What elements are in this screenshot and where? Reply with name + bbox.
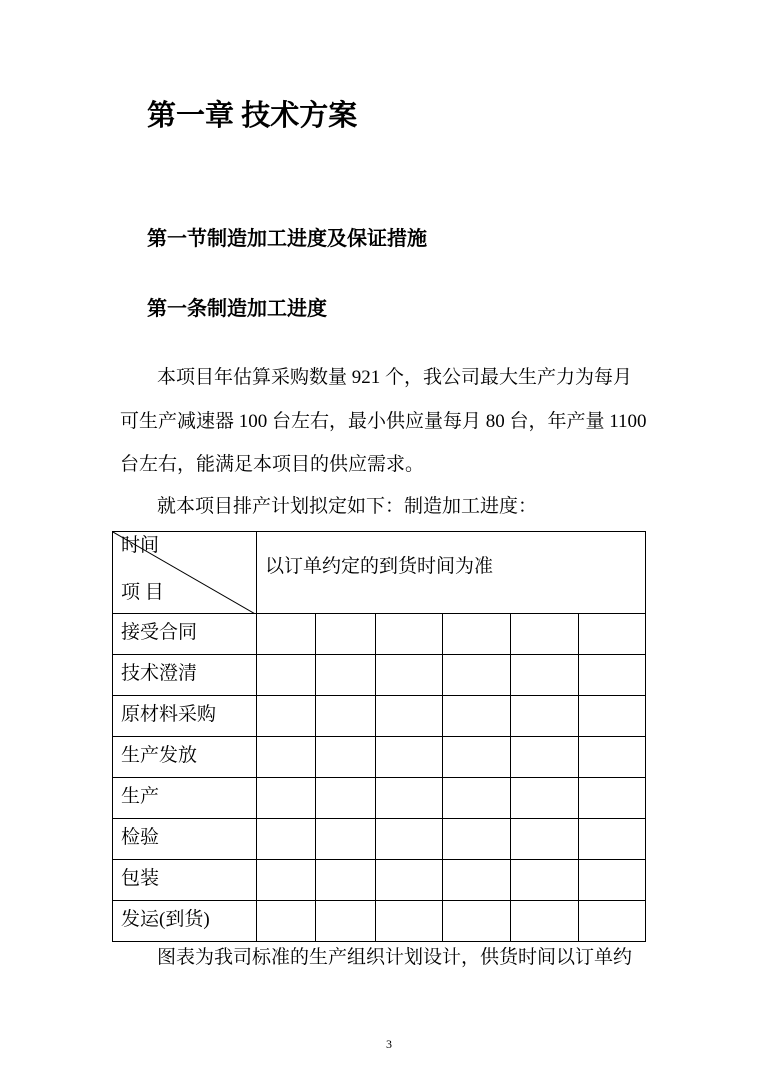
row-label: 生产 — [113, 778, 257, 819]
corner-bottom-label: 项 目 — [121, 582, 164, 603]
section-title: 第一节制造加工进度及保证措施 — [147, 228, 427, 250]
table-section — [112, 531, 652, 970]
page-number: 3 — [386, 1037, 392, 1051]
row-label: 发运(到货) — [113, 901, 257, 942]
row-label: 原材料采购 — [113, 696, 257, 737]
header-cell: 以订单约定的到货时间为准 — [257, 532, 646, 614]
table-row — [113, 860, 646, 901]
table-row — [113, 901, 646, 942]
chapter-title: 第一章 技术方案 — [147, 100, 358, 132]
paragraph-line: 本项目年估算采购数量 921 个，我公司最大生产力为每月 — [157, 367, 633, 388]
table-row — [113, 819, 646, 860]
paragraph-line: 可生产减速器 100 台左右，最小供应量每月 80 台，年产量 1100 — [120, 411, 647, 432]
paragraph-line: 台左右，能满足本项目的供应需求。 — [120, 454, 425, 475]
table-row — [113, 778, 646, 819]
corner-top-label: 时间 — [121, 535, 160, 556]
row-label: 技术澄清 — [113, 655, 257, 696]
table-row — [113, 614, 646, 655]
row-label: 生产发放 — [113, 737, 257, 778]
table-row — [113, 696, 646, 737]
row-label: 检验 — [113, 819, 257, 860]
table-row — [113, 737, 646, 778]
schedule-table — [112, 531, 646, 942]
paragraph-intro: 就本项目排产计划拟定如下：制造加工进度： — [157, 496, 538, 517]
row-label: 接受合同 — [113, 614, 257, 655]
article-title: 第一条制造加工进度 — [147, 298, 327, 320]
corner-cell — [113, 532, 257, 614]
row-label: 包装 — [113, 860, 257, 901]
table-row — [113, 655, 646, 696]
paragraph-footer: 图表为我司标准的生产组织计划设计，供货时间以订单约 — [157, 947, 633, 968]
